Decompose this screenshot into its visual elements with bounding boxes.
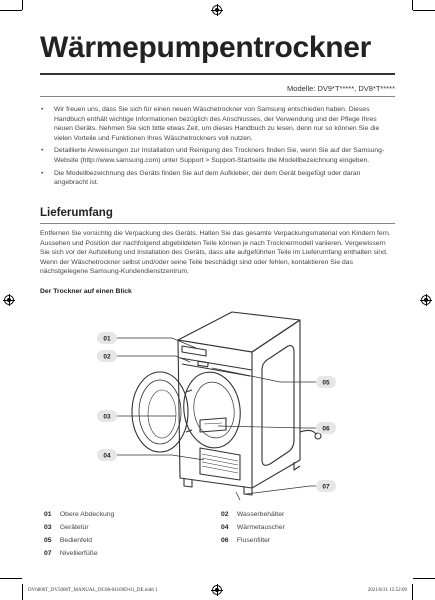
part-label: Wärmetauscher bbox=[236, 524, 285, 531]
callout-07 bbox=[316, 480, 336, 492]
print-footer-right: 2021/8/31 15:52:09 bbox=[367, 588, 407, 593]
intro-item: • Wir freuen uns, dass Sie sich für einen neuen Wäschetrockner von Samsung entschieden haben. Dieses Handbuch enthält wichtige Informationen bezüglich des Anschlusses, der Verwendung und der Pflege Ihres neuen Geräts. Nehmen Sie sich bitte etwas Zeit, um dieses Handbuch zu lesen, denn nur so können Sie die vielen Vorteile und Funktionen Ihres Wäschetrockners voll nutzen. bbox=[40, 105, 395, 143]
diagram-subheading: Der Trockner auf einen Blick bbox=[40, 288, 132, 295]
callout-label: 04 bbox=[103, 452, 111, 460]
callout-01 bbox=[97, 332, 117, 344]
callout-05 bbox=[316, 376, 336, 388]
part-number: 07 bbox=[44, 550, 52, 557]
callout-04 bbox=[97, 449, 117, 461]
part-number: 01 bbox=[44, 511, 52, 518]
callout-label: 03 bbox=[103, 413, 111, 421]
callout-label: 01 bbox=[103, 335, 111, 343]
dryer-side bbox=[252, 320, 300, 488]
dryer-front bbox=[178, 340, 252, 488]
callout-label: 07 bbox=[322, 483, 330, 491]
callout-label: 02 bbox=[103, 353, 111, 361]
callout-02 bbox=[97, 350, 117, 362]
intro-item: • Detaillierte Anweisungen zur Installation und Reinigung des Trockners finden Sie, wenn Sie auf der Samsung-Website (http://www.samsung.com) unter Support > Support-Startseite die Modellbezeichnung eingeben. bbox=[40, 146, 395, 165]
part-label: Gerätetür bbox=[59, 524, 89, 531]
part-legend-05 bbox=[44, 537, 92, 544]
callout-06 bbox=[316, 422, 336, 434]
callout-label: 06 bbox=[322, 425, 330, 433]
part-number: 02 bbox=[221, 511, 229, 518]
part-number: 06 bbox=[221, 537, 229, 544]
section-text: Entfernen Sie vorsichtig die Verpackung des Geräts. Halten Sie das gesamte Verpackungsmaterial von Kindern fern. Aussehen und Position der nachfolgend abgebildeten Teile können je nach Trocknermodell variieren. Vergewissern Sie sich vor der Aufstellung und Installation des Geräts, dass alle aufgeführten Teile im Lieferumfang enthalten sind. Wenn der Wäschetrockner selbst und/oder seine Teile beschädigt sind oder fehlen, kontaktieren Sie das nächstgelegene Samsung-Kundendienstzentrum. bbox=[40, 230, 391, 276]
part-legend-07 bbox=[44, 550, 98, 557]
part-legend-01 bbox=[44, 511, 114, 518]
model-numbers: Modelle: DV9*T*****, DV8*T***** bbox=[287, 84, 395, 93]
part-number: 03 bbox=[44, 524, 52, 531]
callout-label: 05 bbox=[322, 379, 330, 387]
intro-item: • Die Modellbezeichnung des Geräts finden Sie auf dem Aufkleber, der dem Gerät beigefügt oder daran angebracht ist. bbox=[40, 169, 395, 188]
section-heading: Lieferumfang bbox=[40, 207, 113, 219]
part-legend-04 bbox=[221, 524, 285, 531]
part-label: Nivellierfüße bbox=[59, 550, 98, 557]
part-label: Bedienfeld bbox=[59, 537, 93, 544]
part-label: Flusenfilter bbox=[236, 537, 271, 544]
part-number: 04 bbox=[221, 524, 229, 531]
page-title: Wärmepumpentrockner bbox=[40, 31, 372, 64]
part-legend-03 bbox=[44, 524, 89, 531]
part-number: 05 bbox=[44, 537, 52, 544]
part-label: Wasserbehälter bbox=[236, 511, 285, 518]
part-legend-06 bbox=[221, 537, 270, 544]
callout-03 bbox=[97, 410, 117, 422]
print-footer-left: DV6800T_DV5000T_MANUAL_DC68-04169D-01_DE.indd 1 bbox=[28, 588, 158, 593]
part-label: Obere Abdeckung bbox=[59, 511, 115, 518]
part-legend-02 bbox=[221, 511, 284, 518]
